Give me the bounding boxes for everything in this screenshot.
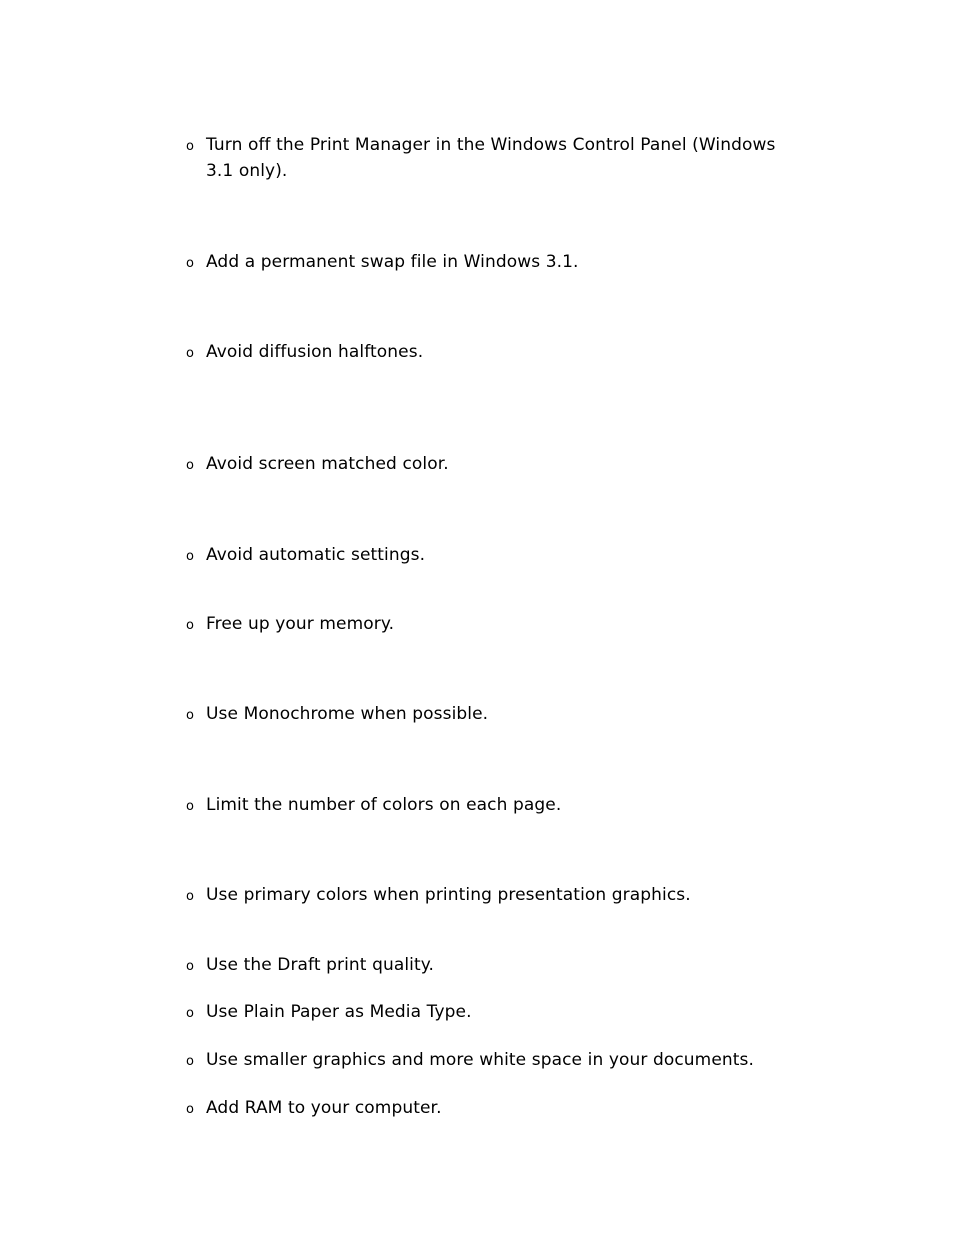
list-item — [186, 952, 806, 980]
bullet-icon: o — [186, 889, 194, 904]
bullet-icon: o — [186, 1006, 194, 1021]
list-item-text: Avoid diffusion halftones. — [206, 342, 424, 362]
list-item-text: Use Plain Paper as Media Type. — [206, 1002, 472, 1022]
list-item — [186, 542, 806, 570]
bullet-icon: o — [186, 708, 194, 723]
bullet-icon: o — [186, 458, 194, 473]
list-item — [186, 1095, 806, 1123]
list-item — [186, 132, 806, 184]
list-item — [186, 792, 806, 820]
bullet-icon: o — [186, 139, 194, 154]
list-item-text: Add RAM to your computer. — [206, 1098, 442, 1118]
list-item — [186, 882, 806, 910]
list-item — [186, 701, 806, 729]
bullet-icon: o — [186, 799, 194, 814]
bullet-icon: o — [186, 618, 194, 633]
list-item — [186, 611, 806, 639]
list-item-text: Avoid screen matched color. — [206, 454, 449, 474]
list-item-text: Avoid automatic settings. — [206, 545, 426, 565]
list-item-text: Turn off the Print Manager in the Windows Control Panel (Windows 3.1 only). — [206, 135, 776, 181]
bullet-icon: o — [186, 1102, 194, 1117]
list-item — [186, 451, 806, 479]
list-item — [186, 1047, 806, 1075]
list-item-text: Limit the number of colors on each page. — [206, 795, 562, 815]
list-item-text: Use smaller graphics and more white space in your documents. — [206, 1050, 754, 1070]
bullet-icon: o — [186, 549, 194, 564]
list-item — [186, 249, 806, 277]
bullet-icon: o — [186, 346, 194, 361]
bullet-icon: o — [186, 256, 194, 271]
list-item — [186, 999, 806, 1027]
bullet-icon: o — [186, 1054, 194, 1069]
list-item-text: Use primary colors when printing presentation graphics. — [206, 885, 691, 905]
list-item-text: Add a permanent swap file in Windows 3.1. — [206, 252, 579, 272]
list-item-text: Use Monochrome when possible. — [206, 704, 489, 724]
list-item-text: Free up your memory. — [206, 614, 395, 634]
bullet-icon: o — [186, 959, 194, 974]
list-item — [186, 339, 806, 367]
list-item-text: Use the Draft print quality. — [206, 955, 434, 975]
